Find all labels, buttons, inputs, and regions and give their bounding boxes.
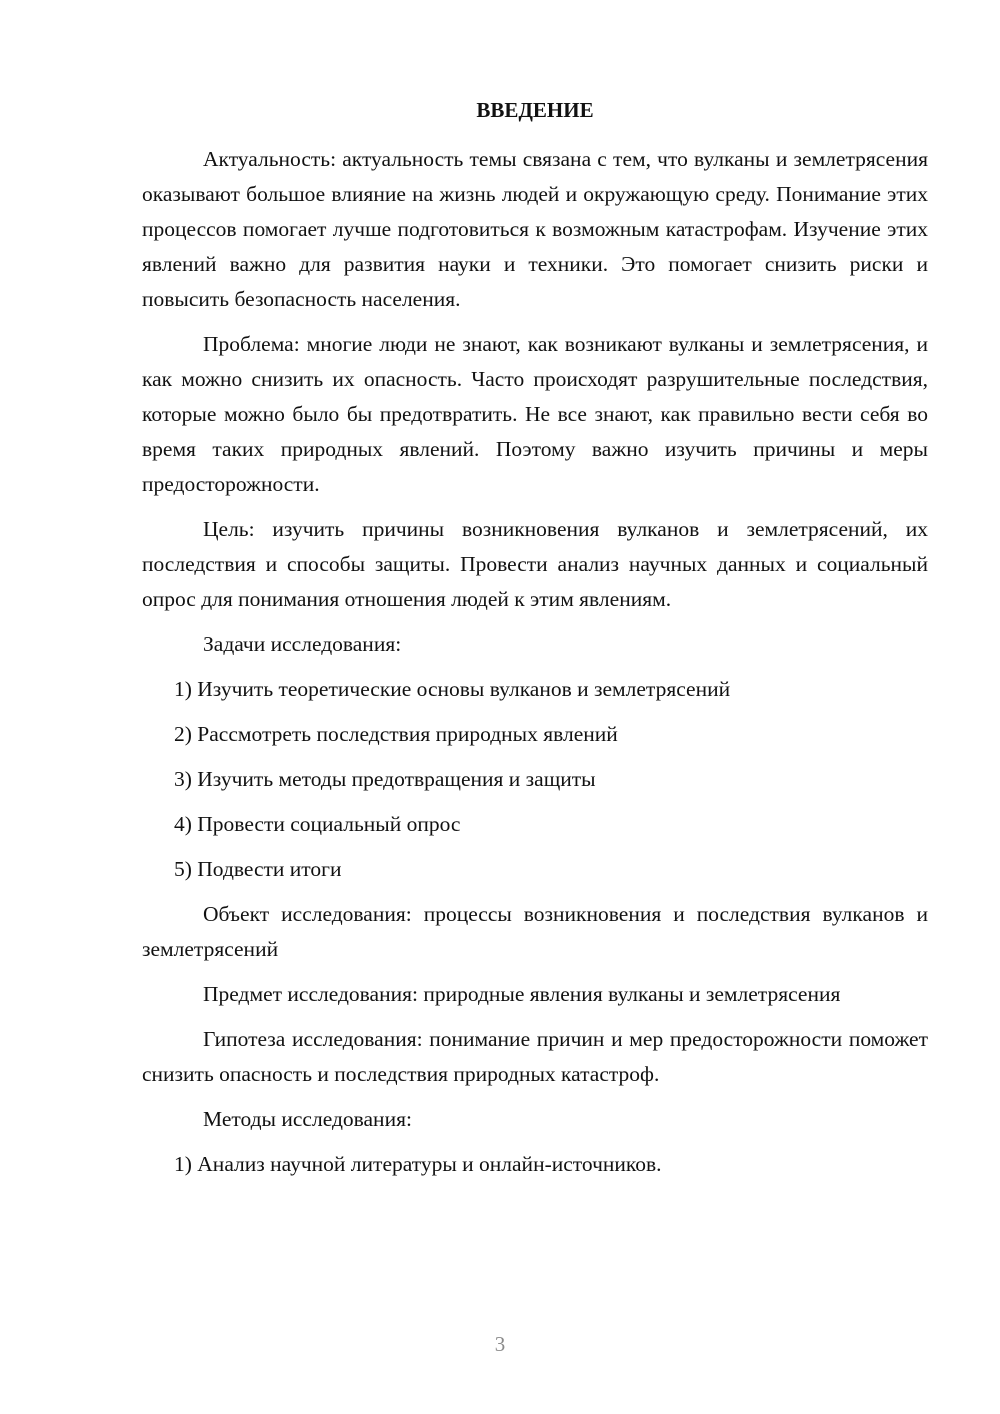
- method-item: 1) Анализ научной литературы и онлайн-источников.: [174, 1152, 662, 1176]
- object-paragraph: Объект исследования: процессы возникновения и последствия вулканов и землетрясений: [142, 902, 928, 961]
- section-heading: ВВЕДЕНИЕ: [476, 98, 594, 122]
- task-item: 4) Провести социальный опрос: [174, 812, 461, 836]
- hypothesis-paragraph: Гипотеза исследования: понимание причин и мер предосторожности поможет снизить опасность и последствия природных катастроф.: [142, 1027, 928, 1086]
- task-item: 3) Изучить методы предотвращения и защиты: [174, 767, 596, 791]
- relevance-paragraph: Актуальность: актуальность темы связана с тем, что вулканы и землетрясения оказывают большое влияние на жизнь людей и окружающую среду. Понимание этих процессов помогает лучше подготовиться к возможным катастрофам. Изучение этих явлений важно для развития науки и техники. Это помогает снизить риски и повысить безопасность населения.: [142, 147, 928, 311]
- task-item: 2) Рассмотреть последствия природных явлений: [174, 722, 618, 746]
- task-item: 1) Изучить теоретические основы вулканов и землетрясений: [174, 677, 731, 701]
- tasks-heading: Задачи исследования:: [203, 632, 402, 656]
- methods-heading: Методы исследования:: [203, 1107, 412, 1131]
- goal-paragraph: Цель: изучить причины возникновения вулканов и землетрясений, их последствия и способы защиты. Провести анализ научных данных и социальный опрос для понимания отношения людей к этим явлениям.: [142, 517, 928, 611]
- document-body: [142, 142, 928, 1192]
- problem-paragraph: Проблема: многие люди не знают, как возникают вулканы и землетрясения, и как можно снизить их опасность. Часто происходят разрушительные последствия, которые можно было бы предотвратить. Не все знают, как правильно вести себя во время таких природных явлений. Поэтому важно изучить причины и меры предосторожности.: [142, 332, 928, 496]
- methods-list: [142, 1147, 928, 1182]
- page-number: 3: [494, 1332, 506, 1356]
- subject-paragraph: Предмет исследования: природные явления вулканы и землетрясения: [203, 982, 841, 1006]
- tasks-list: [142, 672, 928, 887]
- task-item: 5) Подвести итоги: [174, 857, 342, 881]
